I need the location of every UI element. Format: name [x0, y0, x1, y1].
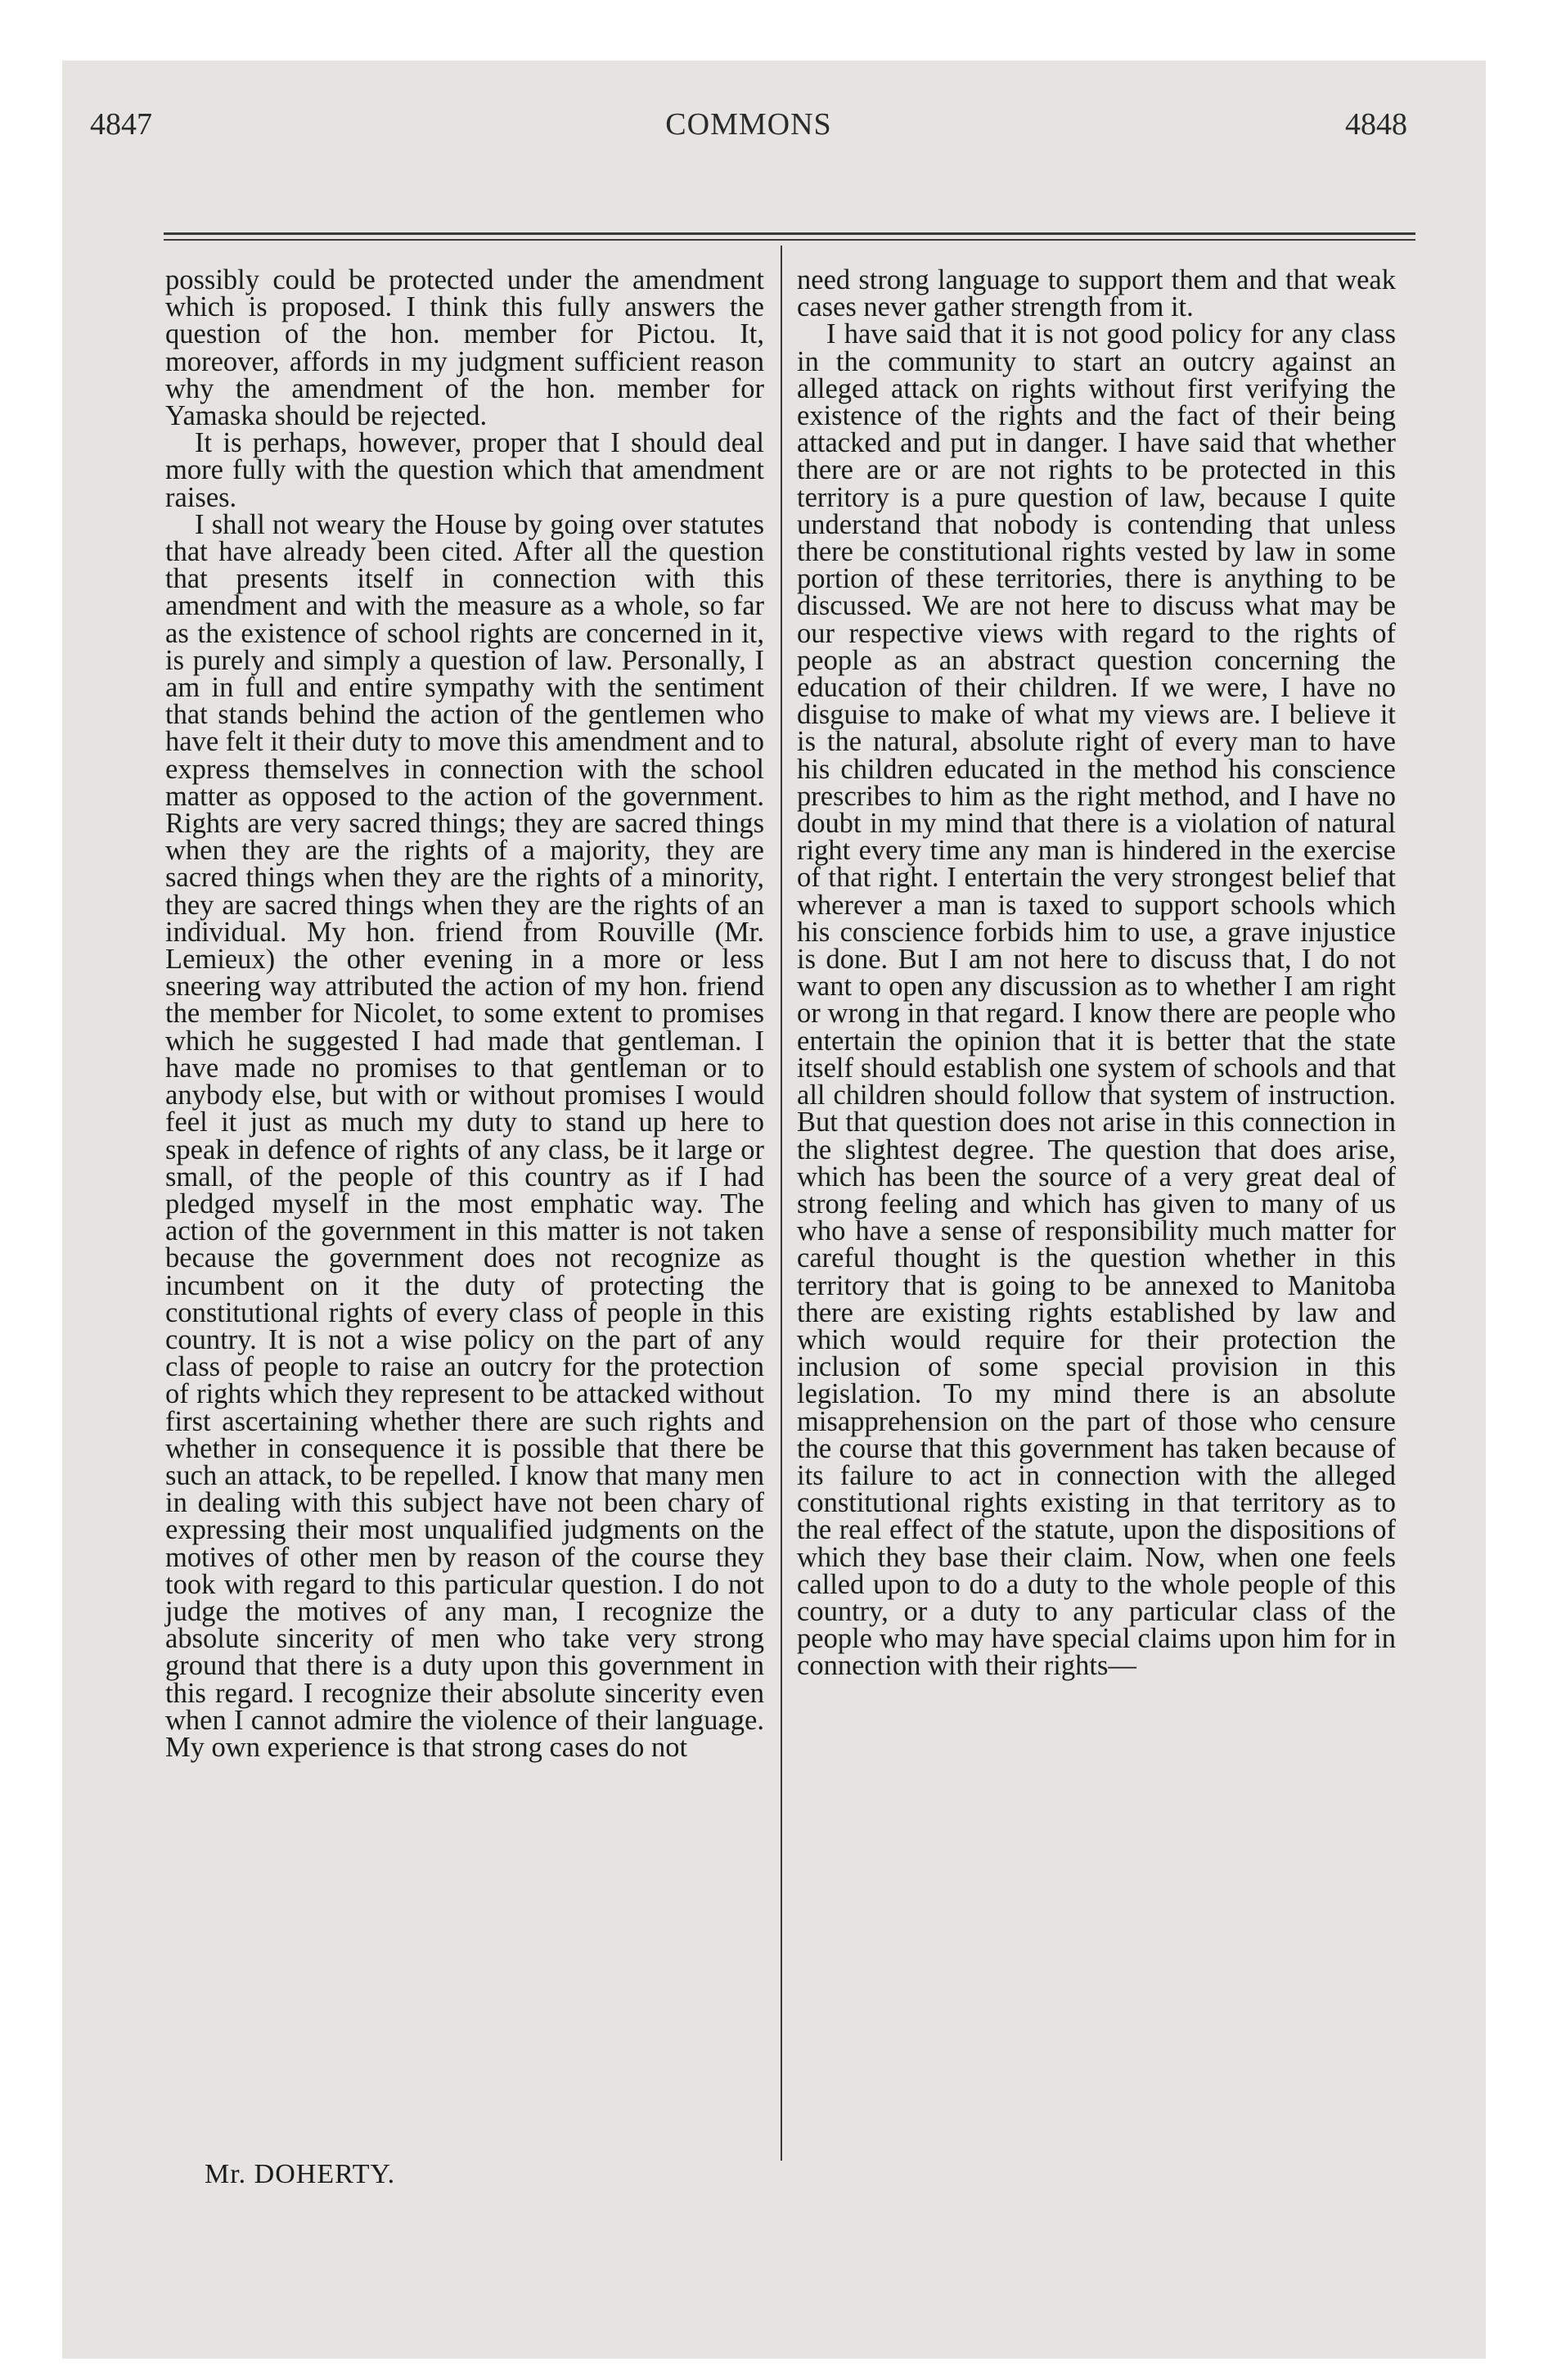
left-column	[165, 264, 764, 1763]
left-paragraph: It is perhaps, however, proper that I should deal more fully with the question which that amendment raises.	[165, 427, 764, 513]
page-header	[90, 106, 1407, 156]
right-paragraph: I have said that it is not good policy for any class in the community to start an outcry against an alleged attack on rights without first verifying the existence of the rights and the fact of their being attacked and put in danger. I have said that whether there are or are not rights to be protected in this territory is a pure question of law, because I quite understand that nobody is contending that unless there be constitutional rights vested by law in some portion of these territories, there is anything to be discussed. We are not here to discuss what may be our respective views with regard to the rights of people as an abstract question concerning the education of their children. If we were, I have no disguise to make of what my views are. I believe it is the natural, absolute right of every man to have his children educated in the method his conscience prescribes to him as the right method, and I have no doubt in my mind that there is a violation of natural right every time any man is hindered in the exercise of that right. I entertain the very strongest belief that wherever a man is taxed to support schools which his conscience forbids him to use, a grave injustice is done. But I am not here to discuss that, I do not want to open any discussion as to whether I am right or wrong in that regard. I know there are people who entertain the opinion that it is better that the state itself should establish one system of schools and that all children should follow that system of instruction. But that question does not arise in this connection in the slightest degree. The question that does arise, which has been the source of a very great deal of strong feeling and which has given to many of us who have a sense of responsibility much matter for careful thought is the question whether in this territory that is going to be annexed to Manitoba there are existing rights established by law and which would require for their protection the inclusion of some special provision in this legislation. To my mind there is an absolute misapprehension on the part of those who censure the course that this government has taken because of its failure to act in connection with the alleged constitutional rights existing in that territory as to the real effect of the statute, upon the dispositions of which they base their claim. Now, when one feels called upon to do a duty to the whole people of this country, or a duty to any particular class of the people who may have special claims upon him for in connection with their rights—	[797, 318, 1396, 1682]
left-paragraph: I shall not weary the House by going over statutes that have already been cited. After all the question that presents itself in connection with this amendment and with the measure as a whole, so far as the existence of school rights are concerned in it, is purely and simply a question of law. Personally, I am in full and entire sympathy with the sentiment that stands behind the action of the gentlemen who have felt it their duty to move this amendment and to express themselves in connection with the school matter as opposed to the action of the government. Rights are very sacred things; they are sacred things when they are the rights of a majority, they are sacred things when they are the rights of a minority, they are sacred things when they are the rights of an individual. My hon. friend from Rouville (Mr. Lemieux) the other evening in a more or less sneering way attributed the action of my hon. friend the member for Nicolet, to some extent to promises which he suggested I had made that gentleman. I have made no promises to that gentleman or to anybody else, but with or without promises I would feel it just as much my duty to stand up here to speak in defence of rights of any class, be it large or small, of the people of this country as if I had pledged myself in the most emphatic way. The action of the government in this matter is not taken because the government does not recognize as incumbent on it the duty of protecting the constitutional rights of every class of people in this country. It is not a wise policy on the part of any class of people to raise an outcry for the protection of rights which they represent to be attacked without first ascertaining whether there are such rights and whether in consequence it is possible that there be such an attack, to be repelled. I know that many men in dealing with this subject have not been chary of expressing their most unqualified judgments on the motives of other men by reason of the course they took with regard to this particular question. I do not judge the motives of any man, I recognize the absolute sincerity of men who take very strong ground that there is a duty upon this government in this regard. I recognize their absolute sincerity even when I cannot admire the violence of their language. My own experience is that strong cases do not	[165, 508, 764, 1763]
speaker-name: Mr. DOHERTY.	[205, 2159, 396, 2189]
right-column	[797, 264, 1396, 1682]
running-head: COMMONS	[665, 107, 832, 142]
page-number-right: 4848	[1345, 107, 1407, 142]
header-rule-secondary	[164, 239, 1415, 241]
header-rule	[164, 232, 1415, 235]
left-paragraph: possibly could be protected under the amendment which is proposed. I think this fully answers the question of the hon. member for Pictou. It, moreover, affords in my judgment sufficient reason why the amendment of the hon. member for Yamaska should be rejected.	[165, 264, 764, 432]
right-paragraph: need strong language to support them and that weak cases never gather strength from it.	[797, 264, 1396, 323]
page-number-left: 4847	[90, 107, 152, 142]
column-divider	[781, 246, 782, 2161]
